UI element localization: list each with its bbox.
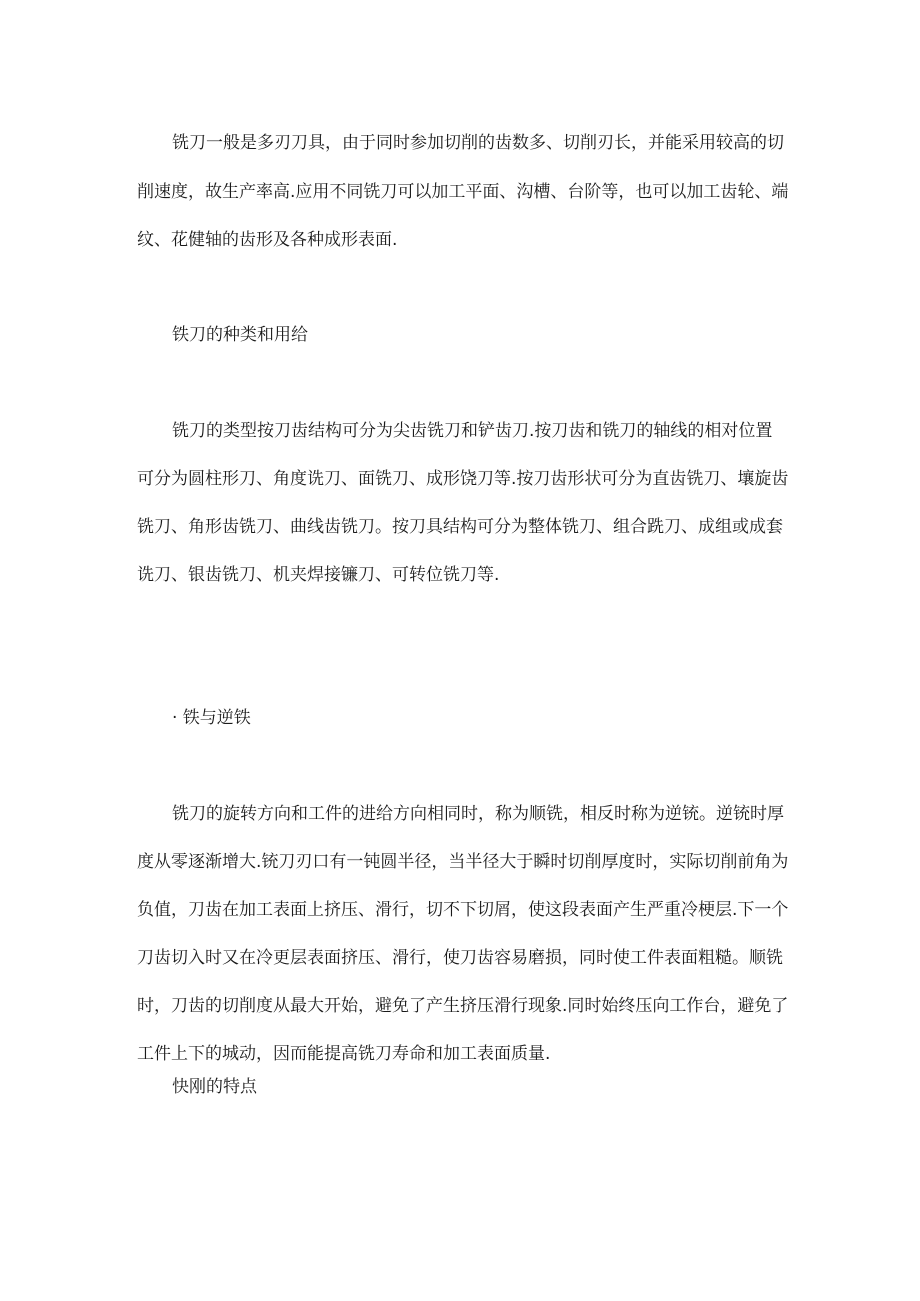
paragraph-line: 削速度，故生产率高.应用不同铣刀可以加工平面、沟槽、台阶等，也可以加工齿轮、端 — [137, 182, 789, 202]
paragraph-line: 工件上下的城动，因而能提高铣刀寿命和加工表面质量. — [137, 1044, 551, 1064]
paragraph-line: 度从零逐渐增大.铳刀刃口有一钝圆半径，当半径大于瞬时切削厚度时，实际切削前角为 — [137, 852, 789, 872]
paragraph-line: 纹、花健轴的齿形及各种成形表面. — [137, 230, 398, 250]
paragraph-line: 铣刀的旋转方向和工件的进给方向相同时，称为顺铣，相反时称为逆铳。逆铳时厚 — [172, 804, 784, 824]
paragraph-line: 铣刀、角形齿铣刀、曲线齿铣刀。按刀具结构可分为整体铣刀、组合跣刀、成组或成套 — [137, 517, 783, 537]
paragraph-line: 时，刀齿的切削度从最大开始，避免了产生挤压滑行现象.同时始终压向工作台，避免了 — [137, 996, 789, 1016]
paragraph-line: 刀齿切入时又在冷更层表面挤压、滑行，使刀齿容易磨损，同时使工件表面粗糙。顺铣 — [137, 948, 783, 968]
paragraph-line: 可分为圆柱形刀、角度诜刀、面铣刀、成形饶刀等.按刀齿形状可分为直齿铣刀、壤旋齿 — [137, 469, 789, 489]
section-heading-climb-conventional: · 铁与逆铁 — [172, 708, 251, 728]
paragraph-line: 诜刀、银齿铣刀、机夹焊接镰刀、可转位铣刀等. — [137, 565, 500, 585]
section-heading-features: 快刚的特点 — [172, 1077, 257, 1097]
section-heading-types: 铁刀的种类和用给 — [172, 325, 308, 345]
paragraph-line: 铣刀的类型按刀齿结构可分为尖齿铣刀和铲齿刀.按刀齿和铣刀的轴线的相对位置 — [172, 421, 773, 441]
paragraph-line: 负值，刀齿在加工表面上挤压、滑行，切不下切屑，使这段表面产生严重冷梗层.下一个 — [137, 900, 789, 920]
paragraph-line: 铣刀一般是多刃刀具，由于同时参加切削的齿数多、切削刃长，并能采用较高的切 — [172, 133, 784, 153]
